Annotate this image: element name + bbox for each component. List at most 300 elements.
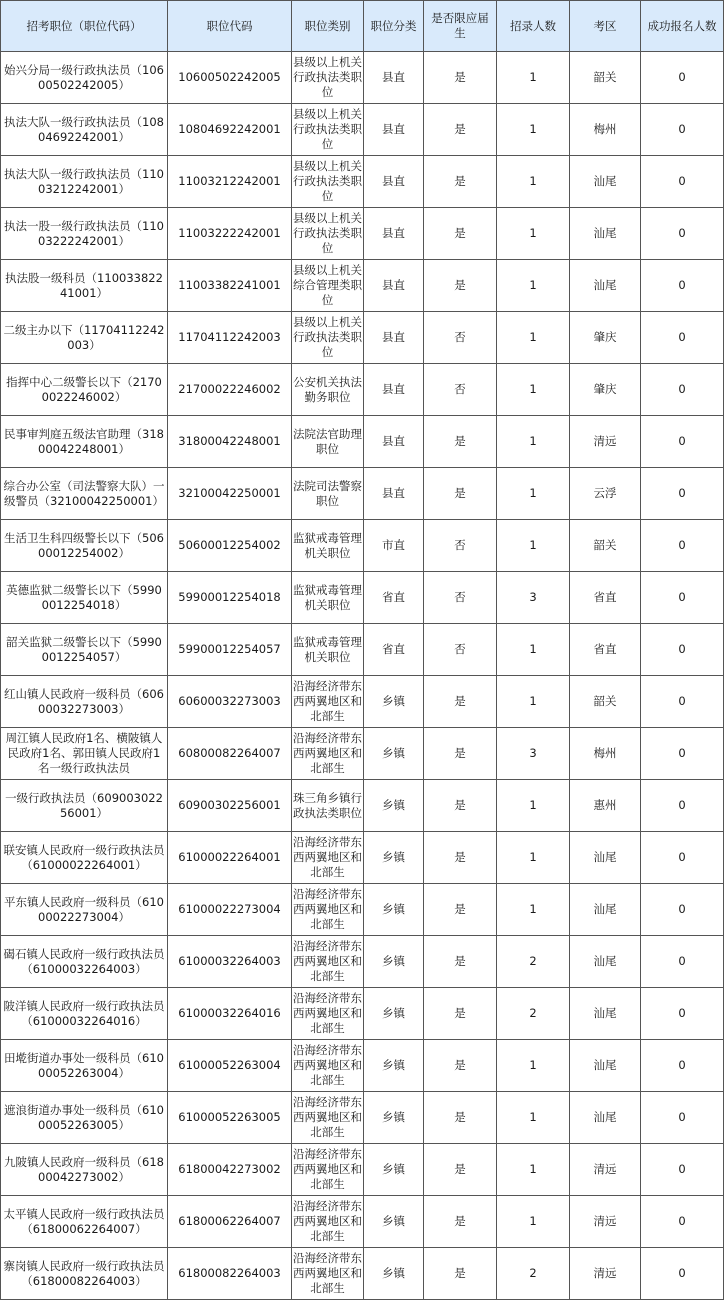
exam-area-cell	[570, 624, 641, 676]
fresh-grad-only-cell-text: 是	[454, 1266, 466, 1280]
quota-cell-text: 2	[529, 954, 537, 968]
code-cell-text: 59900012254018	[178, 590, 281, 604]
fresh-grad-only-cell	[424, 780, 497, 832]
quota-cell-text: 2	[529, 1006, 537, 1020]
position-cell-text: 执法股一级科员（11003382241001）	[5, 270, 163, 300]
classification-cell	[364, 728, 424, 780]
position-cell	[1, 1144, 168, 1196]
exam-area-cell-text: 省直	[593, 642, 617, 656]
applicants-cell-text: 0	[678, 278, 686, 292]
table-body	[1, 52, 724, 1300]
category-cell-text: 监狱戒毒管理机关职位	[293, 582, 362, 612]
position-cell-text: 始兴分局一级行政执法员（10600502242005）	[4, 62, 164, 92]
applicants-cell	[641, 728, 724, 780]
quota-cell	[497, 104, 570, 156]
category-cell-text: 沿海经济带东西两翼地区和北部生	[293, 887, 362, 931]
classification-cell-text: 乡镇	[382, 1110, 405, 1124]
fresh-grad-only-cell-text: 是	[454, 434, 466, 448]
code-cell-text: 61000032264003	[178, 954, 281, 968]
table-row	[1, 520, 724, 572]
fresh-grad-only-cell-text: 是	[454, 70, 466, 84]
quota-cell	[497, 1092, 570, 1144]
category-cell	[292, 1040, 364, 1092]
category-cell	[292, 676, 364, 728]
quota-cell	[497, 416, 570, 468]
position-cell	[1, 52, 168, 104]
code-cell-text: 11003222242001	[178, 226, 281, 240]
exam-area-cell	[570, 416, 641, 468]
table-row	[1, 832, 724, 884]
category-cell	[292, 1248, 364, 1300]
category-cell-text: 沿海经济带东西两翼地区和北部生	[293, 939, 362, 983]
quota-cell-text: 1	[529, 538, 537, 552]
fresh-grad-only-cell	[424, 312, 497, 364]
quota-cell-text: 1	[529, 1162, 537, 1176]
category-cell	[292, 208, 364, 260]
code-cell	[168, 624, 292, 676]
exam-area-cell-text: 汕尾	[593, 1110, 617, 1124]
quota-cell	[497, 1248, 570, 1300]
classification-cell	[364, 832, 424, 884]
position-cell-text: 联安镇人民政府一级行政执法员（61000022264001）	[3, 842, 165, 872]
applicants-cell-text: 0	[678, 902, 686, 916]
code-cell-text: 10600502242005	[178, 70, 281, 84]
category-cell-text: 沿海经济带东西两翼地区和北部生	[293, 1043, 362, 1087]
applicants-cell	[641, 1144, 724, 1196]
classification-cell	[364, 468, 424, 520]
code-cell-text: 61000032264016	[178, 1006, 281, 1020]
exam-area-cell	[570, 728, 641, 780]
fresh-grad-only-cell	[424, 936, 497, 988]
table-row	[1, 312, 724, 364]
code-cell	[168, 1144, 292, 1196]
quota-cell	[497, 676, 570, 728]
quota-cell-text: 2	[529, 1266, 537, 1280]
quota-cell	[497, 1144, 570, 1196]
fresh-grad-only-cell	[424, 988, 497, 1040]
position-cell	[1, 312, 168, 364]
fresh-grad-only-cell	[424, 1144, 497, 1196]
exam-area-cell-text: 梅州	[593, 122, 617, 136]
classification-cell-text: 县直	[382, 330, 405, 344]
fresh-grad-only-cell-text: 是	[454, 850, 466, 864]
classification-cell-text: 乡镇	[382, 954, 405, 968]
exam-area-cell-text: 肇庆	[593, 330, 617, 344]
quota-cell	[497, 572, 570, 624]
quota-cell	[497, 936, 570, 988]
fresh-grad-only-cell-text: 是	[454, 1214, 466, 1228]
classification-cell	[364, 1196, 424, 1248]
exam-area-cell-text: 汕尾	[593, 954, 617, 968]
applicants-cell	[641, 1040, 724, 1092]
exam-area-cell	[570, 572, 641, 624]
exam-area-cell-text: 梅州	[593, 746, 617, 760]
classification-cell	[364, 312, 424, 364]
classification-cell	[364, 416, 424, 468]
category-cell	[292, 572, 364, 624]
category-cell	[292, 988, 364, 1040]
classification-cell	[364, 1092, 424, 1144]
code-cell-text: 32100042250001	[178, 486, 281, 500]
quota-cell	[497, 988, 570, 1040]
position-cell	[1, 624, 168, 676]
category-cell-text: 沿海经济带东西两翼地区和北部生	[293, 1095, 362, 1139]
applicants-cell-text: 0	[678, 122, 686, 136]
applicants-cell	[641, 364, 724, 416]
exam-area-cell	[570, 1092, 641, 1144]
exam-area-cell-text: 肇庆	[593, 382, 617, 396]
classification-cell	[364, 208, 424, 260]
applicants-cell	[641, 208, 724, 260]
fresh-grad-only-cell-text: 是	[454, 1162, 466, 1176]
category-cell	[292, 104, 364, 156]
code-cell-text: 11003382241001	[178, 278, 281, 292]
category-cell	[292, 832, 364, 884]
category-cell-text: 县级以上机关行政执法类职位	[293, 315, 362, 359]
quota-cell	[497, 312, 570, 364]
fresh-grad-only-cell	[424, 104, 497, 156]
category-cell-text: 县级以上机关行政执法类职位	[293, 107, 362, 151]
table-row	[1, 624, 724, 676]
fresh-grad-only-cell	[424, 52, 497, 104]
exam-area-cell-text: 汕尾	[593, 1058, 617, 1072]
applicants-cell	[641, 416, 724, 468]
header-applicants: 成功报名人数	[641, 1, 724, 52]
category-cell	[292, 1092, 364, 1144]
applicants-cell-text: 0	[678, 1110, 686, 1124]
fresh-grad-only-cell-text: 是	[454, 1006, 466, 1020]
position-cell-text: 指挥中心二级警长以下（21700022246002）	[6, 374, 162, 404]
code-cell	[168, 156, 292, 208]
applicants-cell-text: 0	[678, 850, 686, 864]
fresh-grad-only-cell	[424, 1196, 497, 1248]
applicants-cell	[641, 1248, 724, 1300]
quota-cell-text: 1	[529, 70, 537, 84]
category-cell	[292, 260, 364, 312]
classification-cell-text: 县直	[382, 434, 405, 448]
classification-cell	[364, 1040, 424, 1092]
applicants-cell	[641, 1092, 724, 1144]
code-cell-text: 59900012254057	[178, 642, 281, 656]
applicants-cell	[641, 988, 724, 1040]
code-cell-text: 60900302256001	[178, 798, 281, 812]
quota-cell-text: 1	[529, 1058, 537, 1072]
applicants-cell-text: 0	[678, 434, 686, 448]
exam-area-cell-text: 韶关	[593, 538, 617, 552]
quota-cell-text: 1	[529, 226, 537, 240]
applicants-cell	[641, 468, 724, 520]
quota-cell-text: 1	[529, 642, 537, 656]
classification-cell-text: 县直	[382, 278, 405, 292]
category-cell	[292, 364, 364, 416]
category-cell	[292, 52, 364, 104]
quota-cell-text: 1	[529, 1214, 537, 1228]
classification-cell	[364, 884, 424, 936]
fresh-grad-only-cell-text: 否	[454, 330, 466, 344]
applicants-cell-text: 0	[678, 1162, 686, 1176]
fresh-grad-only-cell-text: 是	[454, 694, 466, 708]
category-cell-text: 监狱戒毒管理机关职位	[293, 530, 362, 560]
code-cell-text: 61800062264007	[178, 1214, 281, 1228]
exam-area-cell	[570, 1144, 641, 1196]
classification-cell-text: 乡镇	[382, 1006, 405, 1020]
header-fresh-grad-only: 是否限应届生	[424, 1, 497, 52]
quota-cell-text: 1	[529, 850, 537, 864]
classification-cell	[364, 572, 424, 624]
header-exam-area: 考区	[570, 1, 641, 52]
fresh-grad-only-cell	[424, 728, 497, 780]
exam-area-cell-text: 省直	[593, 590, 617, 604]
position-cell	[1, 260, 168, 312]
exam-area-cell-text: 清远	[593, 1162, 617, 1176]
category-cell-text: 县级以上机关行政执法类职位	[293, 211, 362, 255]
exam-area-cell	[570, 312, 641, 364]
table-row	[1, 468, 724, 520]
classification-cell-text: 乡镇	[382, 746, 405, 760]
applicants-cell	[641, 884, 724, 936]
table-row	[1, 780, 724, 832]
position-cell-text: 执法大队一级行政执法员（10804692242001）	[4, 114, 164, 144]
classification-cell	[364, 624, 424, 676]
quota-cell-text: 3	[529, 590, 537, 604]
category-cell-text: 沿海经济带东西两翼地区和北部生	[293, 1199, 362, 1243]
quota-cell	[497, 520, 570, 572]
quota-cell	[497, 260, 570, 312]
applicants-cell-text: 0	[678, 1006, 686, 1020]
table-row	[1, 416, 724, 468]
classification-cell-text: 市直	[382, 538, 405, 552]
position-cell-text: 综合办公室（司法警察大队）一级警员（32100042250001）	[3, 478, 165, 508]
position-cell	[1, 364, 168, 416]
code-cell	[168, 364, 292, 416]
quota-cell-text: 1	[529, 382, 537, 396]
code-cell	[168, 936, 292, 988]
fresh-grad-only-cell	[424, 1040, 497, 1092]
category-cell-text: 县级以上机关行政执法类职位	[293, 159, 362, 203]
category-cell-text: 沿海经济带东西两翼地区和北部生	[293, 1147, 362, 1191]
classification-cell	[364, 104, 424, 156]
category-cell	[292, 156, 364, 208]
classification-cell	[364, 676, 424, 728]
code-cell	[168, 520, 292, 572]
quota-cell	[497, 1196, 570, 1248]
exam-area-cell-text: 汕尾	[593, 174, 617, 188]
category-cell	[292, 624, 364, 676]
category-cell-text: 监狱戒毒管理机关职位	[293, 634, 362, 664]
applicants-cell-text: 0	[678, 954, 686, 968]
applicants-cell	[641, 1196, 724, 1248]
fresh-grad-only-cell	[424, 624, 497, 676]
position-cell	[1, 936, 168, 988]
fresh-grad-only-cell	[424, 468, 497, 520]
code-cell-text: 10804692242001	[178, 122, 281, 136]
quota-cell-text: 3	[529, 746, 537, 760]
applicants-cell	[641, 572, 724, 624]
position-cell-text: 二级主办以下（11704112242003）	[3, 322, 165, 352]
quota-cell	[497, 832, 570, 884]
applicants-cell	[641, 312, 724, 364]
applicants-cell	[641, 52, 724, 104]
quota-cell-text: 1	[529, 174, 537, 188]
category-cell-text: 珠三角乡镇行政执法类职位	[293, 790, 362, 820]
category-cell-text: 沿海经济带东西两翼地区和北部生	[293, 679, 362, 723]
category-cell-text: 公安机关执法勤务职位	[293, 374, 362, 404]
fresh-grad-only-cell-text: 否	[454, 538, 466, 552]
code-cell	[168, 1040, 292, 1092]
applicants-cell-text: 0	[678, 226, 686, 240]
quota-cell	[497, 364, 570, 416]
classification-cell-text: 乡镇	[382, 1162, 405, 1176]
fresh-grad-only-cell-text: 否	[454, 642, 466, 656]
exam-area-cell-text: 惠州	[593, 798, 617, 812]
exam-area-cell	[570, 1040, 641, 1092]
category-cell-text: 法院司法警察职位	[293, 478, 362, 508]
exam-area-cell	[570, 884, 641, 936]
exam-area-cell-text: 清远	[593, 1266, 617, 1280]
fresh-grad-only-cell	[424, 364, 497, 416]
applicants-cell-text: 0	[678, 642, 686, 656]
classification-cell	[364, 52, 424, 104]
position-cell-text: 寨岗镇人民政府一级行政执法员（61800082264003）	[3, 1258, 165, 1288]
exam-area-cell-text: 汕尾	[593, 278, 617, 292]
code-cell-text: 11003212242001	[178, 174, 281, 188]
fresh-grad-only-cell	[424, 416, 497, 468]
fresh-grad-only-cell-text: 否	[454, 590, 466, 604]
code-cell-text: 50600012254002	[178, 538, 281, 552]
category-cell-text: 县级以上机关综合管理类职位	[293, 263, 362, 307]
exam-area-cell	[570, 1248, 641, 1300]
position-cell-text: 执法一股一级行政执法员（11003222242001）	[4, 218, 164, 248]
fresh-grad-only-cell	[424, 1092, 497, 1144]
code-cell	[168, 208, 292, 260]
code-cell	[168, 728, 292, 780]
applicants-cell	[641, 520, 724, 572]
quota-cell	[497, 780, 570, 832]
header-row	[1, 1, 724, 52]
quota-cell-text: 1	[529, 1110, 537, 1124]
code-cell	[168, 832, 292, 884]
applicants-cell-text: 0	[678, 330, 686, 344]
table-row	[1, 52, 724, 104]
applicants-cell	[641, 676, 724, 728]
header-position: 招考职位（职位代码）	[1, 1, 168, 52]
fresh-grad-only-cell-text: 是	[454, 122, 466, 136]
category-cell-text: 法院法官助理职位	[293, 426, 362, 456]
quota-cell-text: 1	[529, 902, 537, 916]
classification-cell	[364, 260, 424, 312]
table-row	[1, 988, 724, 1040]
exam-area-cell	[570, 208, 641, 260]
code-cell-text: 61800042273002	[178, 1162, 281, 1176]
exam-area-cell	[570, 936, 641, 988]
table-row	[1, 260, 724, 312]
code-cell	[168, 884, 292, 936]
position-cell	[1, 416, 168, 468]
fresh-grad-only-cell	[424, 156, 497, 208]
classification-cell-text: 乡镇	[382, 1266, 405, 1280]
classification-cell-text: 县直	[382, 122, 405, 136]
position-cell	[1, 1248, 168, 1300]
quota-cell	[497, 884, 570, 936]
category-cell-text: 沿海经济带东西两翼地区和北部生	[293, 991, 362, 1035]
classification-cell	[364, 364, 424, 416]
position-cell-text: 周江镇人民政府1名、横陂镇人民政府1名、郭田镇人民政府1名一级行政执法员	[5, 731, 163, 775]
position-cell	[1, 728, 168, 780]
category-cell-text: 沿海经济带东西两翼地区和北部生	[293, 731, 362, 775]
code-cell	[168, 572, 292, 624]
position-cell	[1, 520, 168, 572]
position-cell	[1, 832, 168, 884]
category-cell	[292, 520, 364, 572]
code-cell	[168, 676, 292, 728]
position-cell-text: 生活卫生科四级警长以下（50600012254002）	[4, 530, 164, 560]
fresh-grad-only-cell-text: 否	[454, 382, 466, 396]
classification-cell-text: 乡镇	[382, 798, 405, 812]
code-cell-text: 61000052263004	[178, 1058, 281, 1072]
code-cell	[168, 988, 292, 1040]
code-cell-text: 61800082264003	[178, 1266, 281, 1280]
classification-cell-text: 乡镇	[382, 1214, 405, 1228]
code-cell	[168, 468, 292, 520]
applicants-cell-text: 0	[678, 1266, 686, 1280]
classification-cell-text: 县直	[382, 486, 405, 500]
applicants-cell	[641, 832, 724, 884]
table-row	[1, 1040, 724, 1092]
classification-cell	[364, 1248, 424, 1300]
category-cell-text: 沿海经济带东西两翼地区和北部生	[293, 835, 362, 879]
applicants-cell-text: 0	[678, 174, 686, 188]
position-cell-text: 民事审判庭五级法官助理（31800042248001）	[4, 426, 164, 456]
fresh-grad-only-cell	[424, 832, 497, 884]
position-cell-text: 一级行政执法员（60900302256001）	[5, 790, 163, 820]
category-cell	[292, 416, 364, 468]
classification-cell-text: 乡镇	[382, 694, 405, 708]
exam-area-cell	[570, 1196, 641, 1248]
table-row	[1, 1248, 724, 1300]
category-cell	[292, 312, 364, 364]
table-row	[1, 936, 724, 988]
fresh-grad-only-cell	[424, 1248, 497, 1300]
quota-cell-text: 1	[529, 434, 537, 448]
category-cell	[292, 728, 364, 780]
category-cell	[292, 884, 364, 936]
classification-cell-text: 县直	[382, 382, 405, 396]
category-cell-text: 县级以上机关行政执法类职位	[293, 55, 362, 99]
fresh-grad-only-cell-text: 是	[454, 902, 466, 916]
table-row	[1, 208, 724, 260]
code-cell-text: 11704112242003	[178, 330, 281, 344]
position-cell	[1, 988, 168, 1040]
quota-cell	[497, 468, 570, 520]
classification-cell-text: 县直	[382, 70, 405, 84]
quota-cell	[497, 208, 570, 260]
fresh-grad-only-cell	[424, 572, 497, 624]
code-cell-text: 21700022246002	[178, 382, 281, 396]
position-cell-text: 韶关监狱二级警长以下（59900012254057）	[6, 634, 162, 664]
exam-area-cell-text: 清远	[593, 434, 617, 448]
table-row	[1, 884, 724, 936]
position-cell	[1, 104, 168, 156]
exam-area-cell-text: 汕尾	[593, 226, 617, 240]
code-cell	[168, 780, 292, 832]
position-cell-text: 红山镇人民政府一级科员（60600032273003）	[4, 686, 164, 716]
fresh-grad-only-cell-text: 是	[454, 954, 466, 968]
table-row	[1, 1144, 724, 1196]
applicants-cell-text: 0	[678, 1214, 686, 1228]
table-row	[1, 364, 724, 416]
code-cell	[168, 1092, 292, 1144]
exam-area-cell	[570, 104, 641, 156]
